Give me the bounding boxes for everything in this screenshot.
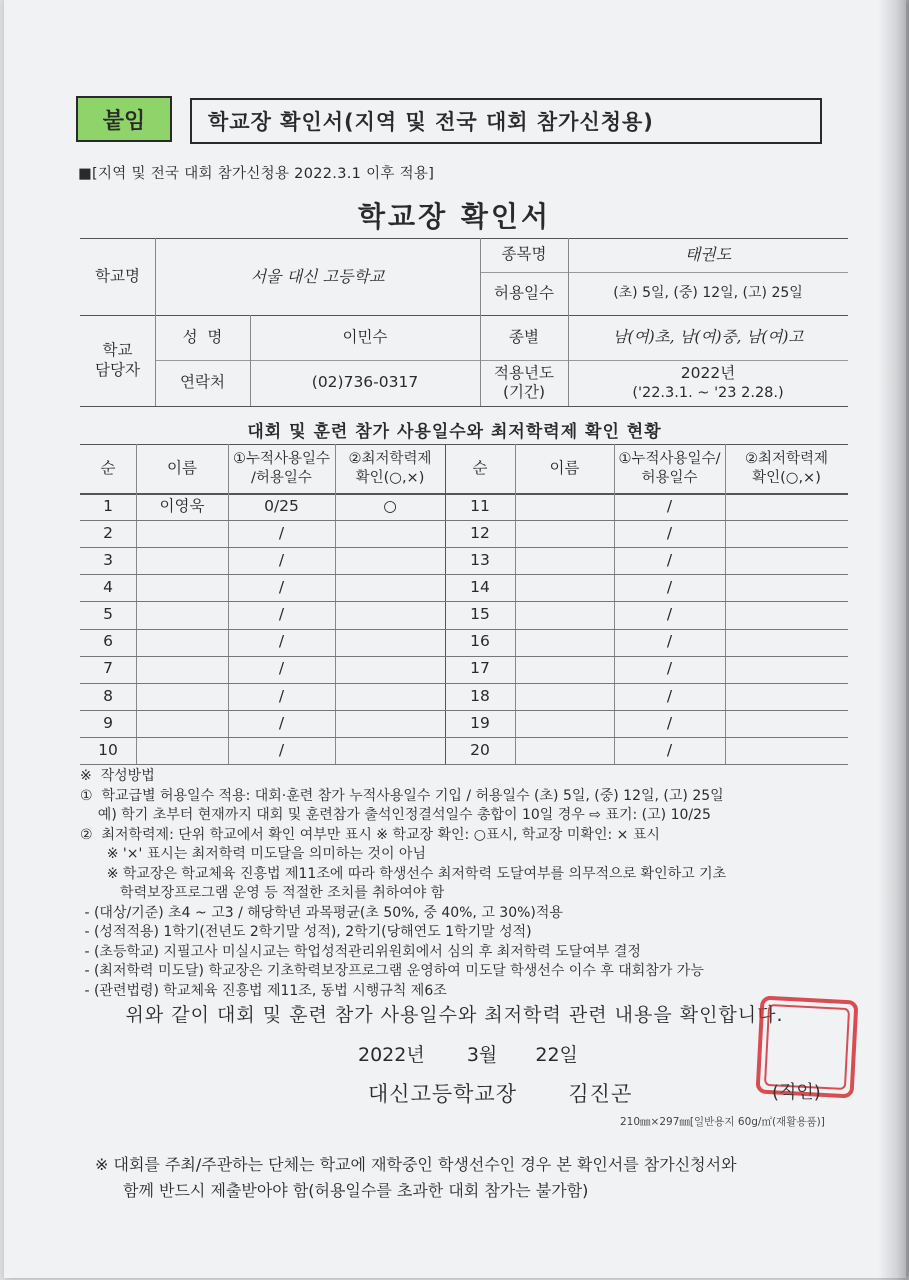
row-number: 6 bbox=[103, 632, 113, 651]
row-name bbox=[136, 683, 228, 710]
row-academic bbox=[725, 737, 848, 764]
row-number: 20 bbox=[470, 740, 490, 759]
year-label bbox=[480, 360, 568, 406]
row-number: 12 bbox=[470, 523, 490, 542]
header-no: 순 bbox=[100, 458, 116, 477]
row-number: 7 bbox=[103, 659, 113, 678]
row-name bbox=[515, 737, 614, 764]
row-number: 19 bbox=[470, 713, 490, 732]
row-days: / bbox=[666, 551, 673, 570]
row-number: 13 bbox=[470, 551, 490, 570]
header-academic bbox=[335, 444, 445, 493]
instruction-line: ② 최저학력제: 단위 학교에서 확인 여부만 표시 ※ 학교장 확인: ○표시, 학교장 미확인: × 표시 bbox=[80, 826, 660, 843]
row-days: / bbox=[666, 632, 673, 651]
instruction-line: - (관련법령) 학교체육 진흥법 제11조, 동법 시행규칙 제6조 bbox=[80, 982, 447, 999]
phone-label: 연락처 bbox=[180, 373, 225, 392]
row-days: / bbox=[666, 578, 673, 597]
header-name-right: 이름 bbox=[549, 458, 580, 477]
footer-note-line2: 함께 반드시 제출받아야 함(허용일수를 초과한 대회 참가는 불가함) bbox=[123, 1181, 589, 1201]
date-day: 22일 bbox=[535, 1044, 578, 1066]
row-days: / bbox=[278, 551, 285, 570]
row-name bbox=[136, 601, 228, 628]
row-name bbox=[515, 574, 614, 601]
school-name-label: 학교명 bbox=[95, 266, 140, 285]
row-name bbox=[136, 547, 228, 574]
header-no-right: 순 bbox=[472, 458, 488, 477]
signer-name: 김진곤 bbox=[568, 1082, 633, 1106]
row-divider bbox=[80, 764, 848, 765]
header-days-right bbox=[614, 444, 725, 493]
row-academic bbox=[335, 547, 445, 574]
row-academic bbox=[725, 656, 848, 683]
header-academic-line1: ②최저학력제 bbox=[348, 451, 432, 468]
date-month: 3월 bbox=[466, 1044, 498, 1066]
header-academic-right-line2: 확인(○,×) bbox=[752, 469, 821, 486]
header-academic-line2: 확인(○,×) bbox=[355, 469, 425, 486]
header-days-line2: /허용일수 bbox=[251, 469, 312, 486]
row-academic bbox=[725, 629, 848, 656]
row-days: / bbox=[278, 632, 285, 651]
header-days-right-line2: 허용일수 bbox=[641, 469, 698, 486]
row-name bbox=[136, 520, 228, 547]
row-days: / bbox=[666, 659, 673, 678]
confirmation-date bbox=[358, 1040, 578, 1067]
year-value bbox=[568, 360, 848, 406]
row-name bbox=[136, 656, 228, 683]
status-table-title: 대회 및 훈련 참가 사용일수와 최저학력제 확인 현황 bbox=[247, 422, 662, 442]
row-name bbox=[515, 683, 614, 710]
gender-label: 종별 bbox=[509, 327, 539, 346]
row-number: 8 bbox=[103, 686, 113, 705]
row-days: / bbox=[666, 496, 673, 515]
row-academic bbox=[335, 574, 445, 601]
row-name bbox=[136, 710, 228, 737]
row-name bbox=[515, 629, 614, 656]
row-number: 2 bbox=[103, 523, 113, 542]
header-academic-right bbox=[725, 444, 848, 493]
instruction-line: 학력보장프로그램 운영 등 적절한 조치를 취하여야 함 bbox=[80, 885, 445, 901]
row-days: / bbox=[278, 659, 285, 678]
row-academic bbox=[335, 629, 445, 656]
row-number: 15 bbox=[470, 605, 490, 624]
contact-group-label-line1: 학교 bbox=[102, 341, 133, 360]
allowed-days-label: 허용일수 bbox=[494, 283, 554, 302]
row-days: / bbox=[666, 713, 673, 732]
row-academic bbox=[335, 656, 445, 683]
row-number: 11 bbox=[470, 496, 490, 515]
row-name bbox=[136, 574, 228, 601]
row-academic bbox=[335, 710, 445, 737]
row-academic bbox=[725, 520, 848, 547]
row-number: 17 bbox=[470, 659, 490, 678]
attachment-tag: 붙임 bbox=[76, 96, 172, 142]
year-value-period: ('22.3.1. ~ '23 2.28.) bbox=[632, 384, 784, 401]
form-title: 학교장 확인서(지역 및 전국 대회 참가신청용) bbox=[190, 98, 822, 144]
sport-label: 종목명 bbox=[501, 245, 547, 264]
row-number: 18 bbox=[470, 686, 490, 705]
instruction-line: - (대상/기준) 초4 ~ 고3 / 해당학년 과목평균(초 50%, 중 40%, 고 30%)적용 bbox=[80, 904, 563, 921]
row-name bbox=[515, 710, 614, 737]
date-year: 2022년 bbox=[358, 1044, 425, 1066]
paper-spec: 210㎜×297㎜[일반용지 60g/㎡(재활용품)] bbox=[620, 1116, 825, 1128]
page-edge-shadow bbox=[878, 0, 909, 1280]
row-days: / bbox=[666, 523, 673, 542]
row-name: 이영욱 bbox=[159, 496, 205, 515]
instruction-line: - (최저학력 미도달) 학교장은 기초학력보장프로그램 운영하여 미도달 학생선수 이수 후 대회참가 가능 bbox=[80, 963, 704, 979]
contact-name-label: 성 명 bbox=[182, 327, 223, 346]
row-academic bbox=[725, 493, 848, 520]
row-academic bbox=[335, 520, 445, 547]
row-number: 5 bbox=[103, 605, 113, 624]
row-academic: ○ bbox=[383, 496, 397, 515]
signer-title: 대신고등학교장 bbox=[368, 1082, 518, 1106]
row-academic bbox=[725, 683, 848, 710]
year-value-year: 2022년 bbox=[680, 364, 736, 383]
header-days-right-line1: ①누적사용일수/ bbox=[618, 451, 721, 468]
row-name bbox=[136, 629, 228, 656]
row-name bbox=[515, 493, 614, 520]
row-days: / bbox=[278, 523, 285, 542]
instruction-line: ※ 작성방법 bbox=[80, 768, 155, 784]
row-number: 14 bbox=[470, 578, 490, 597]
row-days: / bbox=[278, 740, 285, 759]
signer bbox=[368, 1078, 632, 1108]
row-academic bbox=[725, 547, 848, 574]
contact-group-label-line2: 담당자 bbox=[95, 360, 140, 379]
row-name bbox=[515, 601, 614, 628]
confirmation-statement: 위와 같이 대회 및 훈련 참가 사용일수와 최저학력 관련 내용을 확인합니다. bbox=[125, 1004, 784, 1026]
row-name bbox=[515, 547, 614, 574]
year-label-line1: 적용년도 bbox=[494, 363, 554, 382]
row-name bbox=[136, 737, 228, 764]
instruction-line: ※ '×' 표시는 최저학력 미도달을 의미하는 것이 아님 bbox=[80, 846, 426, 862]
contact-group-label bbox=[80, 315, 155, 406]
header-academic-right-line1: ②최저학력제 bbox=[744, 451, 829, 468]
row-academic bbox=[725, 601, 848, 628]
instruction-line: - (성적적용) 1학기(전년도 2학기말 성적), 2학기(당해연도 1학기말 성적) bbox=[80, 924, 532, 940]
row-academic bbox=[335, 737, 445, 764]
allowed-days-value: (초) 5일, (중) 12일, (고) 25일 bbox=[613, 284, 803, 301]
footer-note-line1: ※ 대회를 주최/주관하는 단체는 학교에 재학중인 학생선수인 경우 본 확인서를 참가신청서와 bbox=[95, 1155, 737, 1174]
row-academic bbox=[335, 683, 445, 710]
row-days: / bbox=[278, 578, 285, 597]
row-academic bbox=[725, 574, 848, 601]
phone-value: (02)736-0317 bbox=[311, 373, 419, 392]
row-number: 1 bbox=[103, 496, 113, 515]
row-number: 10 bbox=[98, 740, 118, 759]
document-title: 학교장 확인서 bbox=[357, 200, 552, 233]
sport-value: 태권도 bbox=[684, 245, 732, 264]
row-days: / bbox=[278, 713, 285, 732]
info-divider bbox=[80, 406, 848, 407]
row-number: 9 bbox=[103, 713, 113, 732]
header-days bbox=[228, 444, 335, 493]
row-name bbox=[515, 520, 614, 547]
instruction-line: ① 학교급별 허용일수 적용: 대회·훈련 참가 누적사용일수 기입 / 허용일수 (초) 5일, (중) 12일, (고) 25일 bbox=[80, 787, 724, 804]
row-days: 0/25 bbox=[264, 496, 299, 515]
row-academic bbox=[335, 601, 445, 628]
instruction-line: ※ 학교장은 학교체육 진흥법 제11조에 따라 학생선수 최저학력 도달여부를 의무적으로 확인하고 기초 bbox=[80, 865, 727, 882]
row-days: / bbox=[666, 686, 673, 705]
year-label-line2: (기간) bbox=[502, 383, 546, 401]
instruction-line: 예) 학기 초부터 현재까지 대회 및 훈련참가 출석인정결석일수 총합이 10일 경우 ⇨ 표기: (고) 10/25 bbox=[80, 807, 711, 823]
row-number: 3 bbox=[103, 551, 113, 570]
row-number: 4 bbox=[103, 578, 113, 597]
gender-value: 남(여)초, 남(여)중, 남(여)고 bbox=[612, 327, 804, 346]
row-name bbox=[515, 656, 614, 683]
row-days: / bbox=[278, 605, 285, 624]
contact-name-value: 이민수 bbox=[342, 327, 388, 346]
applicability-note: ■[지역 및 전국 대회 참가신청용 2022.3.1 이후 적용] bbox=[78, 166, 435, 182]
row-number: 16 bbox=[470, 632, 490, 651]
header-days-line1: ①누적사용일수 bbox=[232, 451, 331, 468]
footer-note bbox=[95, 1152, 737, 1205]
row-days: / bbox=[278, 686, 285, 705]
header-name: 이름 bbox=[167, 458, 197, 477]
row-days: / bbox=[666, 605, 673, 624]
seal-label: (직인) bbox=[772, 1082, 821, 1103]
row-days: / bbox=[666, 740, 673, 759]
instruction-line: - (초등학교) 지필고사 미실시교는 학업성적관리위원회에서 심의 후 최저학력 도달여부 결정 bbox=[80, 943, 641, 960]
school-name-value: 서울 대신 고등학교 bbox=[250, 266, 385, 286]
row-academic bbox=[725, 710, 848, 737]
